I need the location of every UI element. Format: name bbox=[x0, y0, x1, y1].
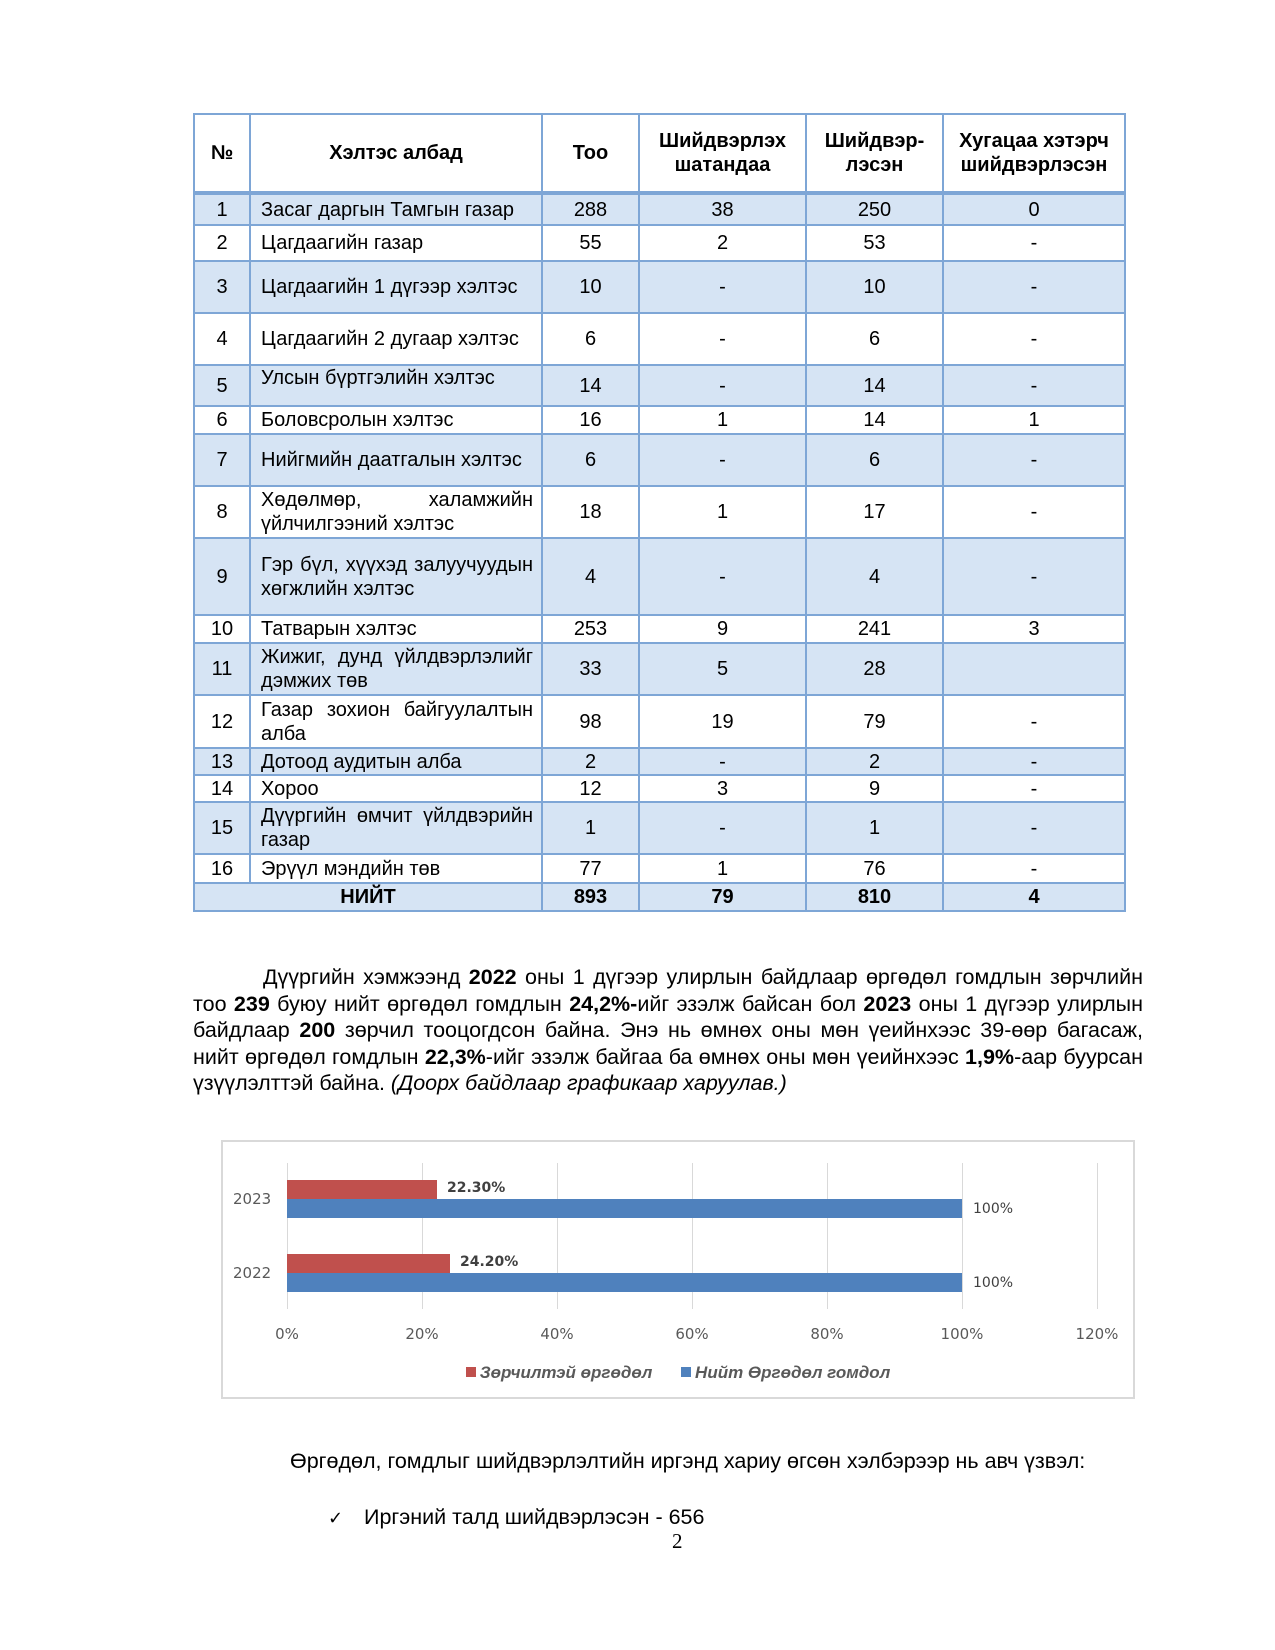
text: -аар буурсан үзүүлэлттэй байна. bbox=[193, 1044, 1143, 1096]
table-header-row bbox=[194, 114, 1125, 193]
bold-year-2022: 2022 bbox=[468, 965, 517, 989]
header-overdue: Хугацаа хэтэрч шийдвэрлэсэн bbox=[943, 114, 1125, 193]
bold-count-239: 239 bbox=[233, 991, 270, 1016]
cell-no: 1 bbox=[194, 193, 250, 225]
table-row bbox=[194, 802, 1125, 854]
bar-chart bbox=[221, 1140, 1135, 1399]
cell-overdue bbox=[943, 643, 1125, 695]
cell-dept: Засаг даргын Тамгын газар bbox=[250, 193, 542, 225]
cell-no: 14 bbox=[194, 775, 250, 802]
header-resolved: Шийдвэр-лэсэн bbox=[806, 114, 943, 193]
cell-no: 10 bbox=[194, 615, 250, 643]
cell-overdue: - bbox=[943, 748, 1125, 775]
legend-label: Зөрчилтэй өргөдөл bbox=[479, 1363, 653, 1382]
data-label-violations-2022: 24.20% bbox=[460, 1254, 519, 1270]
cell-pending: - bbox=[639, 434, 806, 486]
cell-overdue: - bbox=[943, 854, 1125, 883]
table-row bbox=[194, 695, 1125, 748]
x-tick: 40% bbox=[540, 1325, 574, 1343]
cell-count: 33 bbox=[542, 643, 639, 695]
cell-count: 288 bbox=[542, 193, 639, 225]
cell-dept: Жижиг, дунд үйлдвэрлэлийг дэмжих төв bbox=[250, 643, 542, 695]
cell-pending: 9 bbox=[639, 615, 806, 643]
cell-overdue: - bbox=[943, 538, 1125, 615]
cell-dept: Цагдаагийн 2 дугаар хэлтэс bbox=[250, 313, 542, 365]
table-row bbox=[194, 434, 1125, 486]
x-tick: 60% bbox=[675, 1325, 709, 1343]
cell-overdue: 3 bbox=[943, 615, 1125, 643]
cell-resolved: 17 bbox=[806, 486, 943, 538]
category-label-2022: 2022 bbox=[233, 1264, 272, 1282]
cell-count: 2 bbox=[542, 748, 639, 775]
legend-item-total bbox=[681, 1363, 890, 1383]
x-tick: 80% bbox=[810, 1325, 844, 1343]
cell-dept: Цагдаагийн 1 дүгээр хэлтэс bbox=[250, 261, 542, 313]
cell-overdue: - bbox=[943, 261, 1125, 313]
cell-dept: Хороо bbox=[250, 775, 542, 802]
cell-no: 5 bbox=[194, 365, 250, 406]
table-row bbox=[194, 775, 1125, 802]
cell-overdue: - bbox=[943, 486, 1125, 538]
cell-no: 11 bbox=[194, 643, 250, 695]
cell-count: 1 bbox=[542, 802, 639, 854]
cell-dept: Нийгмийн даатгалын хэлтэс bbox=[250, 434, 542, 486]
cell-count: 14 bbox=[542, 365, 639, 406]
summary-paragraph bbox=[193, 964, 1143, 1097]
cell-pending: - bbox=[639, 313, 806, 365]
cell-dept: Эрүүл мэндийн төв bbox=[250, 854, 542, 883]
cell-no: 8 bbox=[194, 486, 250, 538]
italic-note: (Доорх байдлаар графикаар харуулав.) bbox=[390, 1071, 787, 1096]
checklist-item bbox=[328, 1504, 704, 1532]
text: Өргөдөл, гомдлыг шийдвэрлэлтийн иргэнд хариу өгсөн хэлбэрээр нь авч үзвэл: bbox=[290, 1449, 1086, 1473]
table-row bbox=[194, 538, 1125, 615]
table-row bbox=[194, 261, 1125, 313]
text: оны 1 дүгээр улирлын байдлаар bbox=[193, 991, 1143, 1043]
cell-dept: Татварын хэлтэс bbox=[250, 615, 542, 643]
resolution-paragraph bbox=[218, 1448, 1143, 1475]
cell-overdue: - bbox=[943, 434, 1125, 486]
cell-pending: - bbox=[639, 538, 806, 615]
table-row bbox=[194, 193, 1125, 225]
cell-resolved: 250 bbox=[806, 193, 943, 225]
table-row bbox=[194, 486, 1125, 538]
cell-resolved: 14 bbox=[806, 365, 943, 406]
cell-pending: - bbox=[639, 802, 806, 854]
header-count: Тоо bbox=[542, 114, 639, 193]
cell-no: 2 bbox=[194, 225, 250, 261]
checklist-text: Иргэний талд шийдвэрлэсэн - 656 bbox=[364, 1505, 705, 1529]
cell-count: 253 bbox=[542, 615, 639, 643]
cell-overdue: - bbox=[943, 313, 1125, 365]
cell-resolved: 6 bbox=[806, 313, 943, 365]
cell-overdue: - bbox=[943, 695, 1125, 748]
cell-pending: 3 bbox=[639, 775, 806, 802]
complaints-table bbox=[193, 113, 1126, 912]
cell-dept: Боловсролын хэлтэс bbox=[250, 406, 542, 434]
page-number: 2 bbox=[672, 1529, 683, 1553]
cell-count: 55 bbox=[542, 225, 639, 261]
cell-pending: 5 bbox=[639, 643, 806, 695]
cell-dept: Гэр бүл, хүүхэд залуучуудын хөгжлийн хэлтэс bbox=[250, 538, 542, 615]
x-tick: 0% bbox=[275, 1325, 299, 1343]
data-label-total-2022: 100% bbox=[973, 1275, 1014, 1291]
header-dept: Хэлтэс албад bbox=[250, 114, 542, 193]
total-label: НИЙТ bbox=[194, 883, 542, 911]
cell-pending: 1 bbox=[639, 854, 806, 883]
cell-overdue: - bbox=[943, 775, 1125, 802]
x-tick: 120% bbox=[1075, 1325, 1119, 1343]
table-row bbox=[194, 365, 1125, 406]
text: буюу нийт өргөдөл гомдлын bbox=[269, 991, 570, 1016]
table-row bbox=[194, 406, 1125, 434]
cell-count: 6 bbox=[542, 434, 639, 486]
cell-overdue: - bbox=[943, 365, 1125, 406]
cell-resolved: 241 bbox=[806, 615, 943, 643]
category-label-2023: 2023 bbox=[233, 1190, 272, 1208]
total-overdue: 4 bbox=[943, 883, 1125, 911]
cell-pending: 2 bbox=[639, 225, 806, 261]
x-tick: 20% bbox=[405, 1325, 439, 1343]
total-count: 893 bbox=[542, 883, 639, 911]
legend-swatch-blue bbox=[681, 1367, 691, 1377]
text: оны 1 дүгээр улирлын байдлаар өргөдөл гомдлын зөрчлийн тоо bbox=[193, 965, 1143, 1016]
cell-no: 4 bbox=[194, 313, 250, 365]
text: зөрчил тооцогдсон байна. Энэ нь өмнөх оны мөн үеийнхээс 39-өөр багасаж, нийт өргөдөл гомдлын bbox=[193, 1018, 1143, 1069]
cell-pending: 1 bbox=[639, 486, 806, 538]
data-label-violations-2023: 22.30% bbox=[447, 1180, 506, 1196]
cell-resolved: 4 bbox=[806, 538, 943, 615]
cell-no: 6 bbox=[194, 406, 250, 434]
bar-total-2023 bbox=[287, 1199, 962, 1218]
cell-pending: - bbox=[639, 748, 806, 775]
cell-no: 16 bbox=[194, 854, 250, 883]
cell-no: 3 bbox=[194, 261, 250, 313]
table-row bbox=[194, 748, 1125, 775]
text: -ийг эзэлж байгаа ба өмнөх оны мөн үеийнхээс bbox=[485, 1044, 966, 1069]
bold-count-200: 200 bbox=[299, 1018, 336, 1043]
table-row bbox=[194, 854, 1125, 883]
cell-pending: - bbox=[639, 261, 806, 313]
gridline bbox=[962, 1163, 963, 1309]
cell-resolved: 14 bbox=[806, 406, 943, 434]
cell-overdue: - bbox=[943, 802, 1125, 854]
table-row bbox=[194, 225, 1125, 261]
bold-pct-24-2: 24,2%- bbox=[569, 991, 638, 1016]
legend-label: Нийт Өргөдөл гомдол bbox=[695, 1363, 891, 1382]
table-row bbox=[194, 313, 1125, 365]
cell-dept: Дүүргийн өмчит үйлдвэрийн газар bbox=[250, 802, 542, 854]
legend-swatch-red bbox=[466, 1367, 476, 1377]
bold-pct-22-3: 22,3% bbox=[424, 1044, 486, 1069]
header-no: № bbox=[194, 114, 250, 193]
cell-count: 4 bbox=[542, 538, 639, 615]
cell-count: 6 bbox=[542, 313, 639, 365]
bar-violations-2022 bbox=[287, 1254, 450, 1273]
cell-dept: Хөдөлмөр, халамжийн үйлчилгээний хэлтэс bbox=[250, 486, 542, 538]
cell-resolved: 10 bbox=[806, 261, 943, 313]
cell-dept: Цагдаагийн газар bbox=[250, 225, 542, 261]
cell-resolved: 2 bbox=[806, 748, 943, 775]
cell-count: 16 bbox=[542, 406, 639, 434]
cell-dept: Улсын бүртгэлийн хэлтэс bbox=[250, 365, 542, 406]
cell-overdue: 1 bbox=[943, 406, 1125, 434]
cell-no: 15 bbox=[194, 802, 250, 854]
cell-pending: 19 bbox=[639, 695, 806, 748]
table-row bbox=[194, 615, 1125, 643]
x-tick: 100% bbox=[940, 1325, 984, 1343]
header-pending: Шийдвэрлэх шатандаа bbox=[639, 114, 806, 193]
bold-pct-1-9: 1,9% bbox=[965, 1044, 1015, 1069]
bar-violations-2023 bbox=[287, 1180, 437, 1199]
cell-resolved: 28 bbox=[806, 643, 943, 695]
text: Дүүргийн хэмжээнд bbox=[263, 965, 469, 989]
cell-resolved: 79 bbox=[806, 695, 943, 748]
cell-count: 10 bbox=[542, 261, 639, 313]
cell-resolved: 6 bbox=[806, 434, 943, 486]
cell-overdue: 0 bbox=[943, 193, 1125, 225]
cell-count: 98 bbox=[542, 695, 639, 748]
cell-no: 9 bbox=[194, 538, 250, 615]
cell-no: 13 bbox=[194, 748, 250, 775]
cell-no: 12 bbox=[194, 695, 250, 748]
cell-count: 18 bbox=[542, 486, 639, 538]
cell-resolved: 9 bbox=[806, 775, 943, 802]
legend-item-violations bbox=[466, 1363, 653, 1383]
cell-overdue: - bbox=[943, 225, 1125, 261]
cell-resolved: 1 bbox=[806, 802, 943, 854]
chart-legend bbox=[223, 1363, 1133, 1383]
data-label-total-2023: 100% bbox=[973, 1201, 1014, 1217]
text: ийг эзэлж байсан бол bbox=[637, 991, 864, 1016]
bar-total-2022 bbox=[287, 1273, 962, 1292]
cell-pending: 1 bbox=[639, 406, 806, 434]
checkmark-icon: ✓ bbox=[328, 1508, 344, 1529]
table-row bbox=[194, 643, 1125, 695]
total-resolved: 810 bbox=[806, 883, 943, 911]
cell-dept: Дотоод аудитын алба bbox=[250, 748, 542, 775]
total-pending: 79 bbox=[639, 883, 806, 911]
cell-pending: 38 bbox=[639, 193, 806, 225]
cell-dept: Газар зохион байгуулалтын алба bbox=[250, 695, 542, 748]
cell-count: 12 bbox=[542, 775, 639, 802]
cell-resolved: 53 bbox=[806, 225, 943, 261]
cell-count: 77 bbox=[542, 854, 639, 883]
bold-year-2023: 2023 bbox=[863, 991, 912, 1016]
cell-pending: - bbox=[639, 365, 806, 406]
table-total-row bbox=[194, 883, 1125, 911]
gridline bbox=[1097, 1163, 1098, 1309]
cell-resolved: 76 bbox=[806, 854, 943, 883]
cell-no: 7 bbox=[194, 434, 250, 486]
